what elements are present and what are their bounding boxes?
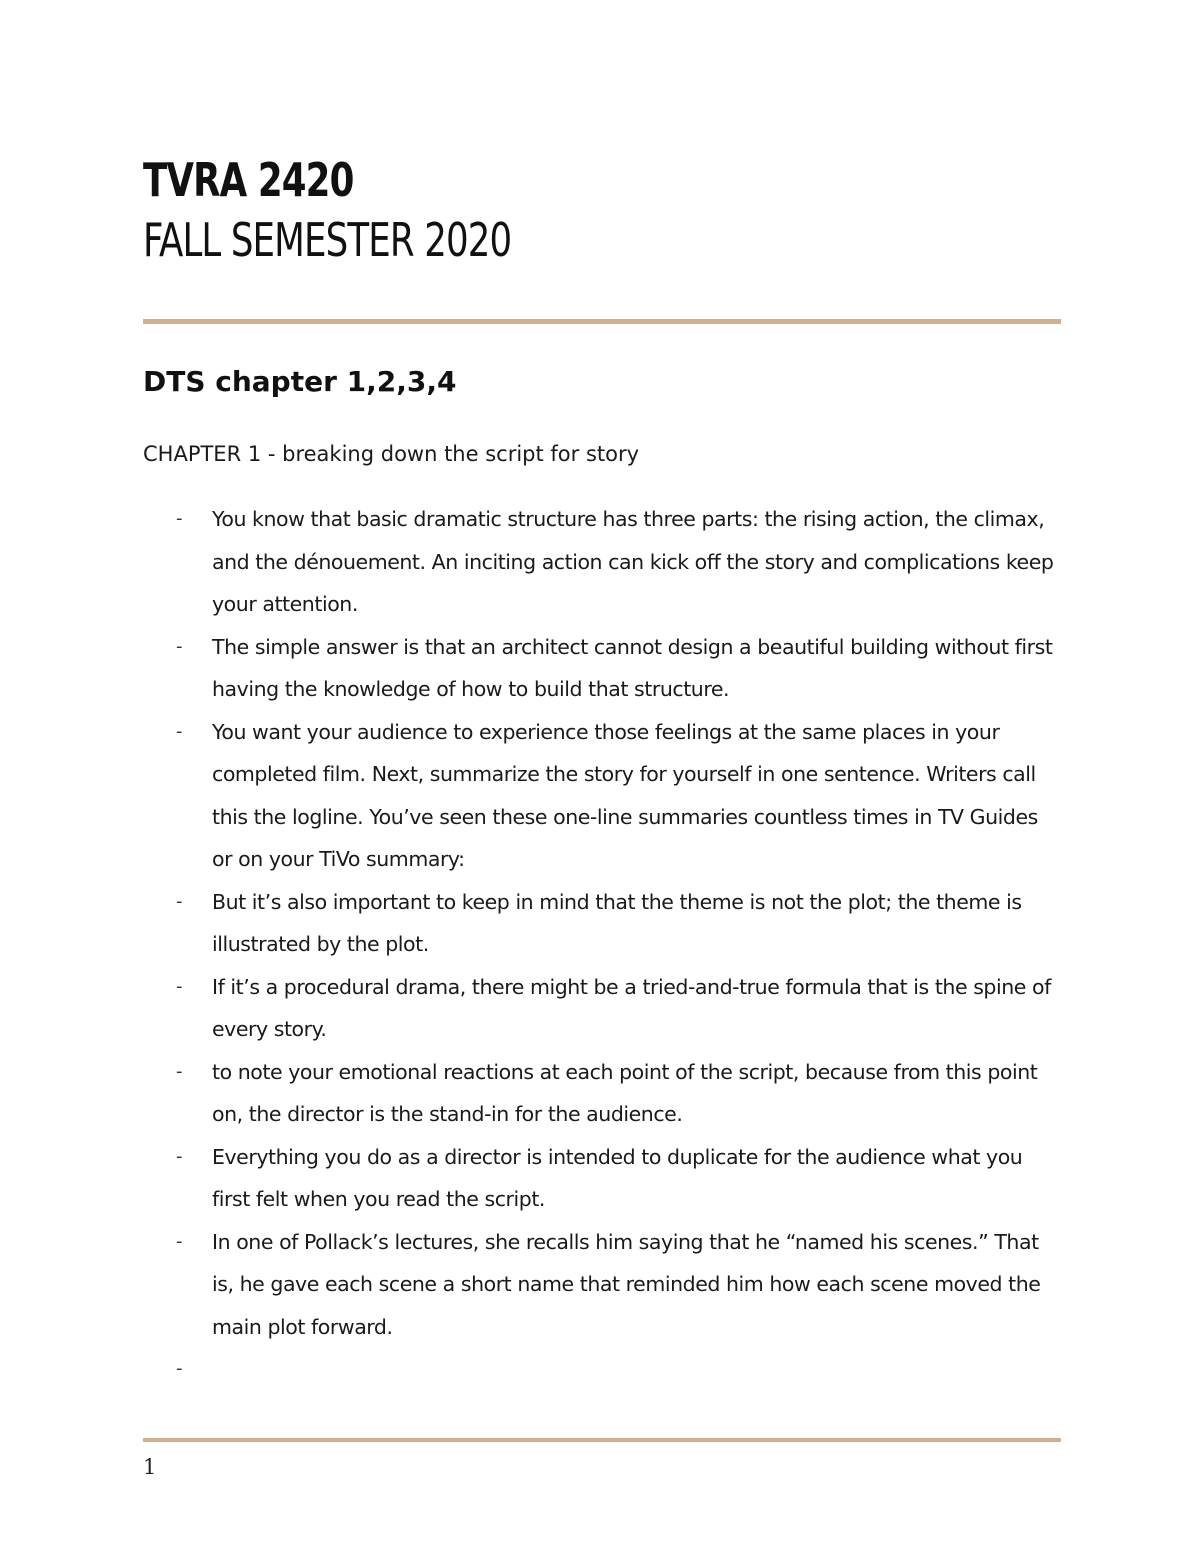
section-heading: DTS chapter 1,2,3,4 [143,365,457,398]
bullet-text: The simple answer is that an architect cannot design a beautiful building without first having the knowledge of how to build that structure. [212,634,1053,701]
bullet-text [212,1348,1063,1391]
bullet-item [143,1221,1063,1349]
bullet-item [143,626,1063,711]
top-divider [143,319,1061,324]
bullet-text: to note your emotional reactions at each point of the script, because from this point on, the director is the stand-in for the audience. [212,1059,1038,1126]
semester-title: FALL SEMESTER 2020 [143,213,512,267]
bullet-marker: - [176,1060,183,1082]
bullet-marker: - [176,975,183,997]
bullet-marker: - [176,635,183,657]
bullet-item [143,1136,1063,1221]
bullet-marker: - [176,720,183,742]
bullet-marker: - [176,890,183,912]
bullet-text: You know that basic dramatic structure has three parts: the rising action, the climax, and the dénouement. An inciting action can kick off the story and complications keep your attention. [212,507,1054,616]
bullet-item [143,881,1063,966]
bottom-divider [143,1438,1061,1442]
bullet-list [143,498,1063,1391]
title-block [143,150,1063,270]
bullet-marker: - [176,508,183,529]
bullet-item [143,711,1063,881]
bullet-item [143,966,1063,1051]
bullet-marker: - [176,1230,183,1252]
page-number: 1 [143,1455,157,1479]
bullet-item [143,1051,1063,1136]
chapter-title: CHAPTER 1 - breaking down the script for story [143,442,640,466]
bullet-text: You want your audience to experience those feelings at the same places in your completed film. Next, summarize the story for yourself in one sentence. Writers call this the logline. You’ve seen these one-line summaries countless times in TV Guides or on your TiVo summary: [212,719,1038,871]
bullet-text: Everything you do as a director is intended to duplicate for the audience what you first felt when you read the script. [212,1144,1023,1211]
bullet-text: If it’s a procedural drama, there might be a tried-and-true formula that is the spine of every story. [212,974,1051,1041]
bullet-text: In one of Pollack’s lectures, she recalls him saying that he “named his scenes.” That is, he gave each scene a short name that reminded him how each scene moved the main plot forward. [212,1229,1041,1339]
bullet-item-empty [143,1348,1063,1391]
bullet-item [143,498,1063,626]
bullet-text: But it’s also important to keep in mind that the theme is not the plot; the theme is illustrated by the plot. [212,889,1022,956]
bullet-marker: - [176,1145,183,1167]
bullet-marker: - [176,1358,183,1379]
course-code: TVRA 2420 [143,153,354,207]
